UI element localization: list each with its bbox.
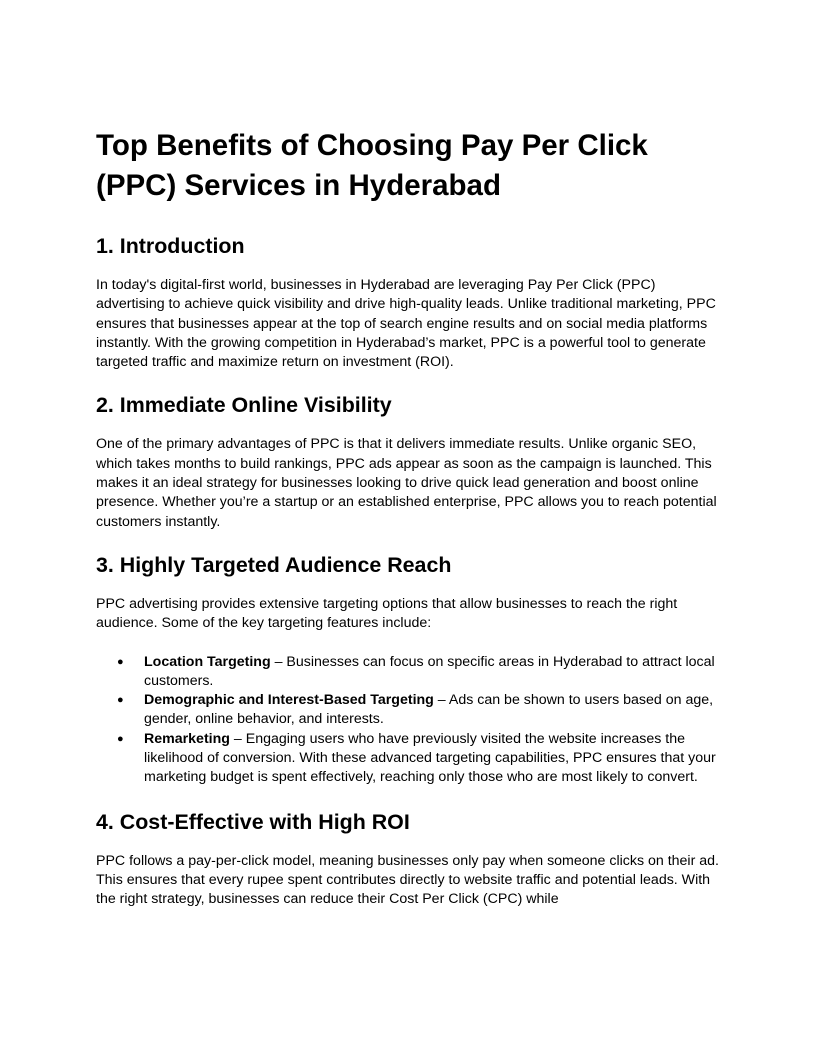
- document-page: [96, 126, 720, 929]
- section-paragraph-targeting: PPC advertising provides extensive targeting options that allow businesses to reach the right audience. Some of the key targeting features include:: [96, 595, 678, 632]
- bullet-icon: ●: [117, 694, 124, 707]
- section-paragraph-roi: PPC follows a pay-per-click model, meaning businesses only pay when someone clicks on their ad. This ensures that every rupee spent contributes directly to website traffic and potential leads. With the right strategy, businesses can reduce their Cost Per Click (CPC) while: [96, 852, 719, 908]
- list-item-term: Remarketing: [144, 730, 230, 747]
- section-paragraph-visibility: One of the primary advantages of PPC is that it delivers immediate results. Unlike organic SEO, which takes months to build rankings, PPC ads appear as soon as the campaign is launched. This makes it an ideal strategy for businesses looking to drive quick lead generation and boost online presence. Whether you’re a startup or an established enterprise, PPC allows you to reach potential customers instantly.: [96, 436, 717, 530]
- section-heading-introduction: 1. Introduction: [96, 234, 245, 258]
- list-item: [96, 730, 720, 788]
- targeting-bullet-list: [96, 653, 720, 788]
- bullet-icon: ●: [117, 732, 124, 745]
- bullet-icon: ●: [117, 655, 124, 668]
- list-item-text: – Ads can be shown to users based on age, gender, online behavior, and interests.: [144, 692, 714, 728]
- list-item: [96, 691, 720, 730]
- list-item: [96, 653, 720, 692]
- section-heading-visibility: 2. Immediate Online Visibility: [96, 393, 392, 418]
- document-title: Top Benefits of Choosing Pay Per Click (PPC) Services in Hyderabad: [96, 129, 648, 202]
- section-heading-roi: 4. Cost-Effective with High ROI: [96, 809, 410, 834]
- list-item-term: Location Targeting: [144, 653, 271, 670]
- list-item-term: Demographic and Interest-Based Targeting: [144, 692, 434, 709]
- list-item-text: – Businesses can focus on specific areas in Hyderabad to attract local customers.: [144, 653, 715, 689]
- section-heading-targeting: 3. Highly Targeted Audience Reach: [96, 552, 452, 577]
- section-paragraph-introduction: In today's digital-first world, businesses in Hyderabad are leveraging Pay Per Click (PPC) advertising to achieve quick visibility and drive high-quality leads. Unlike traditional marketing, PPC ensures that businesses appear at the top of search engine results and on social media platforms instantly. With the growing competition in Hyderabad’s market, PPC is a powerful tool to generate targeted traffic and maximize return on investment (ROI).: [96, 277, 716, 371]
- list-item-text: – Engaging users who have previously visited the website increases the likelihood of conversion. With these advanced targeting capabilities, PPC ensures that your marketing budget is spent effectively, reaching only those who are most likely to convert.: [144, 730, 716, 786]
